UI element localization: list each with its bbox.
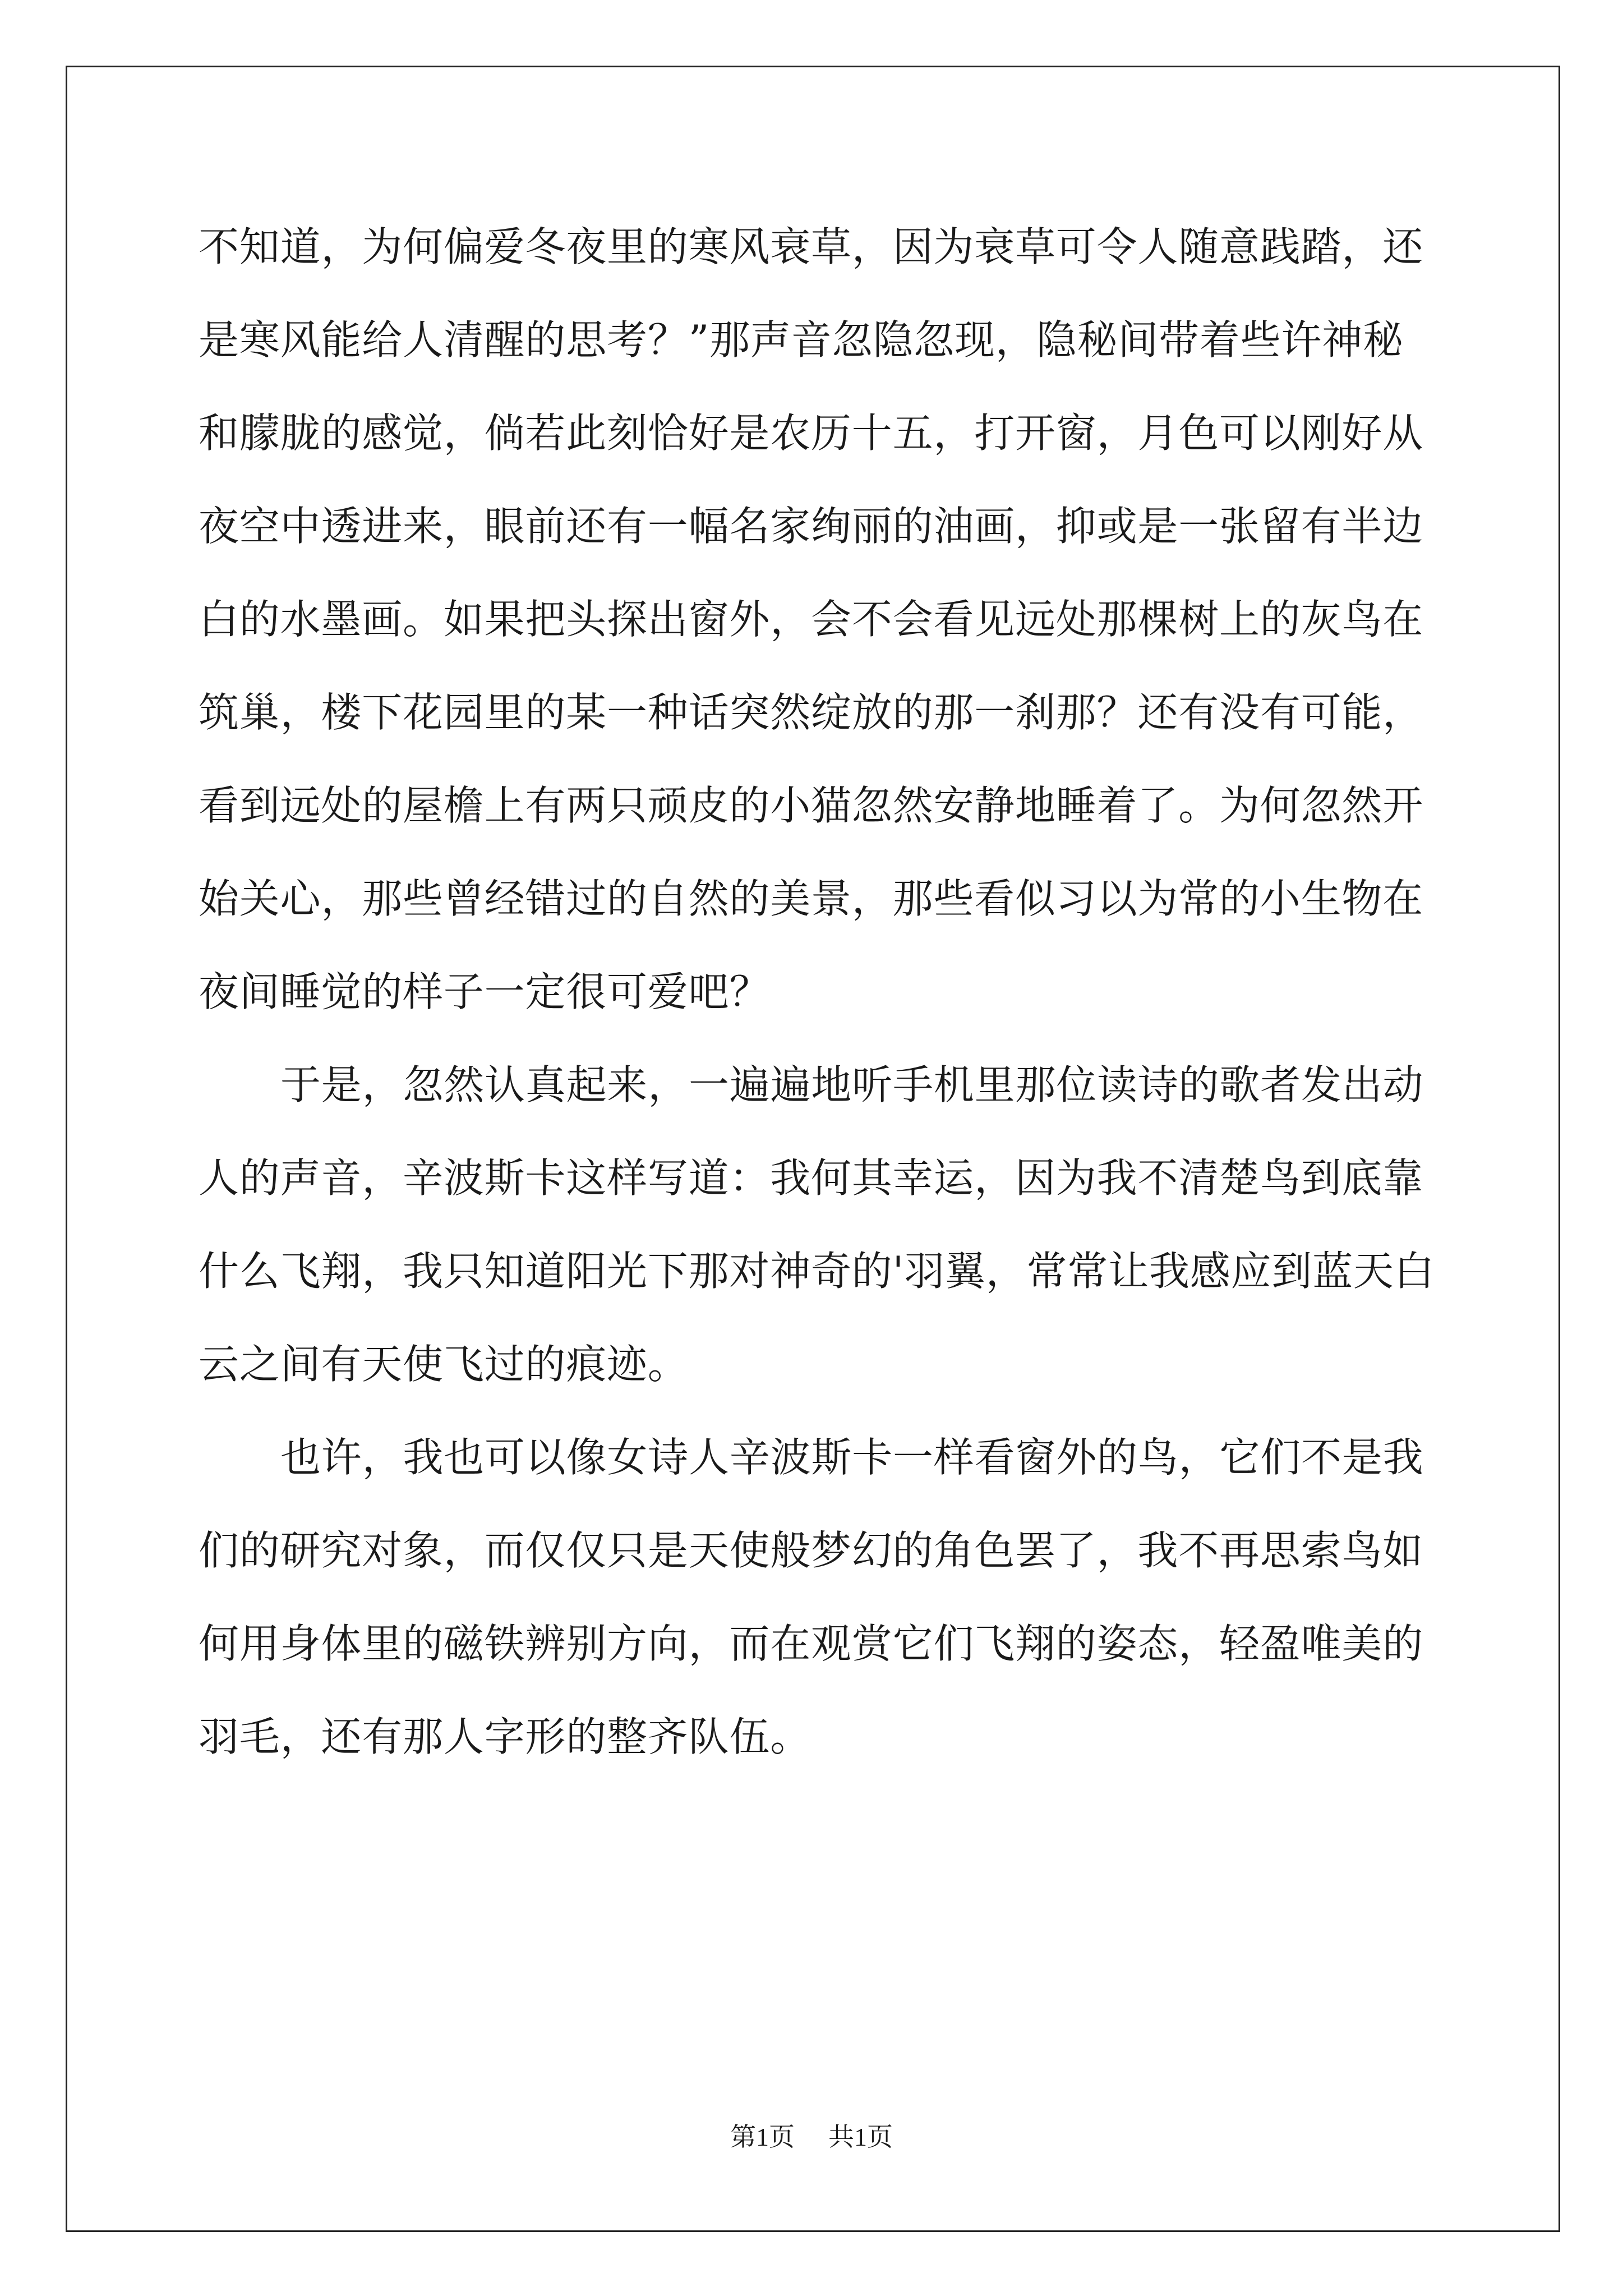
text-line: 何用身体里的磁铁辨别方向，而在观赏它们飞翔的姿态，轻盈唯美的 (199, 1620, 1424, 1667)
text-line: 云之间有天使飞过的痕迹。 (199, 1341, 689, 1388)
text-line: 不知道，为何偏爱冬夜里的寒风衰草，因为衰草可令人随意践踏，还 (199, 223, 1424, 270)
page-footer (0, 2120, 1623, 2154)
text-line: 夜间睡觉的样子一定很可爱吧？ (199, 968, 771, 1015)
text-line: 看到远处的屋檐上有两只顽皮的小猫忽然安静地睡着了。为何忽然开 (199, 782, 1424, 829)
text-line: 是寒风能给人清醒的思考？”那声音忽隐忽现，隐秘间带着些许神秘 (199, 316, 1404, 364)
text-line: 们的研究对象，而仅仅只是天使般梦幻的角色罢了，我不再思索鸟如 (199, 1527, 1424, 1574)
text-line: 人的声音，辛波斯卡这样写道：我何其幸运，因为我不清楚鸟到底靠 (199, 1154, 1424, 1202)
text-line: 始关心，那些曾经错过的自然的美景，那些看似习以为常的小生物在 (199, 875, 1424, 922)
page-number-current: 第1页 (730, 2123, 795, 2151)
text-line: 羽毛，还有那人字形的整齐队伍。 (199, 1713, 811, 1760)
paragraph-first-line: 于是，忽然认真起来，一遍遍地听手机里那位读诗的歌者发出动 (280, 1061, 1424, 1108)
text-line: 白的水墨画。如果把头探出窗外，会不会看见远处那棵树上的灰鸟在 (199, 596, 1424, 643)
text-line: 夜空中透进来，眼前还有一幅名家绚丽的油画，抑或是一张留有半边 (199, 503, 1424, 550)
text-line: 什么飞翔，我只知道阳光下那对神奇的'羽翼，常常让我感应到蓝天白 (199, 1248, 1435, 1295)
text-line: 筑巢，楼下花园里的某一种话突然绽放的那一刹那？还有没有可能， (199, 689, 1424, 736)
paragraph-first-line: 也许，我也可以像女诗人辛波斯卡一样看窗外的鸟，它们不是我 (280, 1434, 1424, 1481)
page-number-total: 共1页 (828, 2123, 893, 2151)
text-line: 和朦胧的感觉，倘若此刻恰好是农历十五，打开窗，月色可以刚好从 (199, 409, 1424, 457)
